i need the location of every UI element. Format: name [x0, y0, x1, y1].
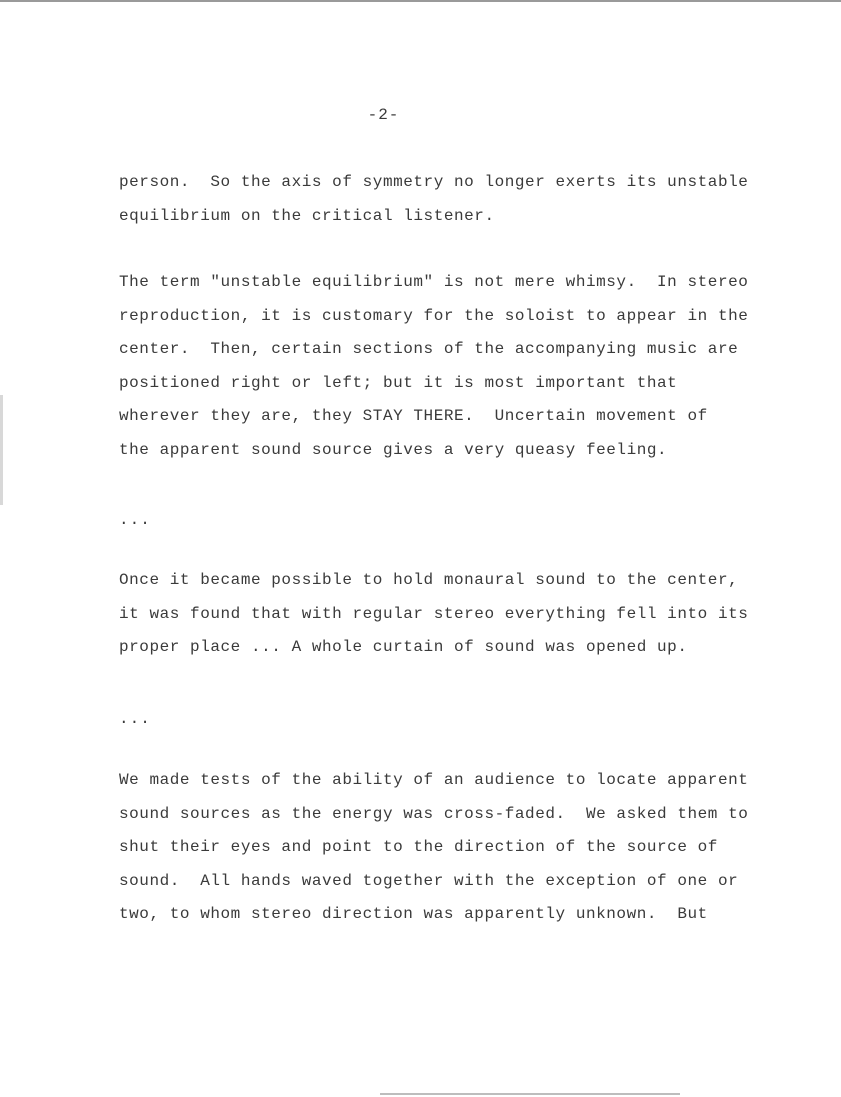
section-separator: ... — [119, 511, 151, 529]
text-line: We made tests of the ability of an audience to locate apparent — [119, 771, 749, 789]
text-line: Once it became possible to hold monaural sound to the center, — [119, 571, 739, 589]
text-line: The term "unstable equilibrium" is not mere whimsy. In stereo — [119, 273, 749, 291]
text-line: wherever they are, they STAY THERE. Uncertain movement of — [119, 407, 708, 425]
text-line: equilibrium on the critical listener. — [119, 206, 495, 225]
text-line: sound sources as the energy was cross-faded. We asked them to — [119, 804, 749, 823]
text-line: positioned right or left; but it is most important that — [119, 373, 678, 392]
text-line: proper place ... A whole curtain of sound was opened up. — [119, 638, 688, 656]
text-line: shut their eyes and point to the direction of the source of — [119, 838, 718, 856]
text-line: reproduction, it is customary for the soloist to appear in the — [119, 306, 749, 325]
text-line: sound. All hands waved together with the exception of one or — [119, 871, 739, 890]
paragraph-4 — [119, 764, 759, 932]
paragraph-3 — [119, 564, 759, 665]
paragraph-2 — [119, 266, 759, 467]
text-line: the apparent sound source gives a very queasy feeling. — [119, 440, 668, 459]
page-top-edge — [0, 0, 841, 2]
page-bottom-smudge — [380, 1093, 680, 1095]
section-separator: ... — [119, 710, 151, 728]
text-line: it was found that with regular stereo everything fell into its — [119, 604, 749, 623]
paragraph-1 — [119, 166, 759, 233]
scan-margin-mark — [0, 395, 3, 505]
text-line: center. Then, certain sections of the accompanying music are — [119, 340, 739, 358]
page-number: -2- — [367, 106, 400, 124]
text-line: person. So the axis of symmetry no longer exerts its unstable — [119, 173, 749, 191]
text-line: two, to whom stereo direction was apparently unknown. But — [119, 905, 708, 923]
